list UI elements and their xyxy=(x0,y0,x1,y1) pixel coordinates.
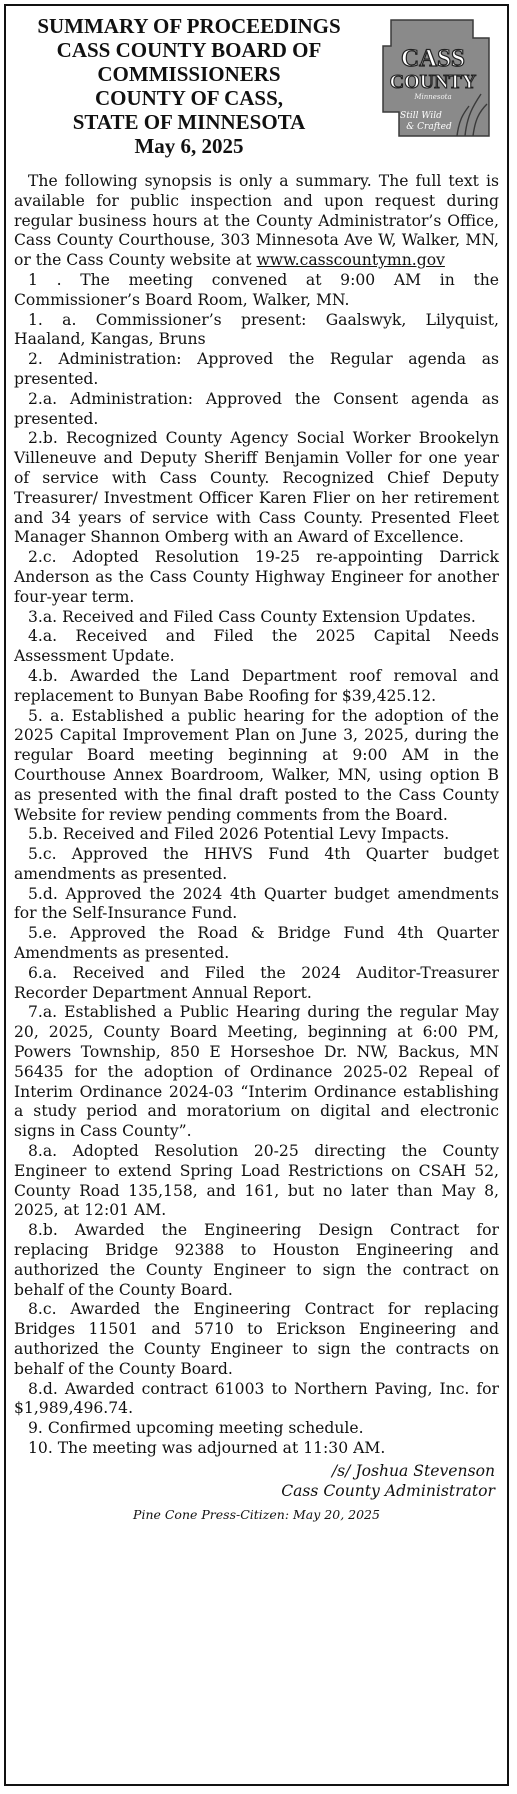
proceeding-item: 5.b. Received and Filed 2026 Potential Levy Impacts. xyxy=(28,825,450,844)
proceeding-item: 8.b. Awarded the Engineering Design Contract for replacing Bridge 92388 to Houston Engineering and authorized the County Engineer to sign the contract on behalf of the County Board. xyxy=(14,1221,499,1299)
signature-title: Cass County Administrator xyxy=(281,1481,495,1500)
proceeding-item: 7.a. Established a Public Hearing during the regular May 20, 2025, County Board Meeting, beginning at 6:00 PM, Powers Township, 850 E Horseshoe Dr. NW, Backus, MN 56435 for the adoption of Ordinance 2025-02 Repeal of Interim Ordinance 2024-03 “Interim Ordinance establishing a study period and moratorium on digital and electronic signs in Cass County”. xyxy=(14,1003,499,1141)
notice-title xyxy=(14,14,364,158)
logo-word-county: COUNTY xyxy=(389,71,477,93)
proceeding-item: 6.a. Received and Filed the 2024 Auditor-Treasurer Recorder Department Annual Report. xyxy=(14,963,499,1002)
intro-paragraph xyxy=(14,172,499,271)
proceeding-item: 8.c. Awarded the Engineering Contract for replacing Bridges 11501 and 5710 to Erickson Engineering and authorized the County Engineer to sign the contracts on behalf of the County Board. xyxy=(14,1300,499,1378)
title-line: COMMISSIONERS xyxy=(97,62,281,86)
proceeding-item: 2.c. Adopted Resolution 19-25 re-appointing Darrick Anderson as the Cass County Highway Engineer for another four-year term. xyxy=(14,548,499,606)
notice-body xyxy=(14,172,499,1459)
logo-motto: Still Wild xyxy=(400,111,442,121)
proceeding-item: 8.a. Adopted Resolution 20-25 directing the County Engineer to extend Spring Load Restrictions on CSAH 52, County Road 135,158, and 161, but no later than May 8, 2025, at 12:01 AM. xyxy=(14,1142,499,1220)
proceeding-item: 8.d. Awarded contract 61003 to Northern Paving, Inc. for $1,989,496.74. xyxy=(14,1379,499,1418)
proceeding-item: 2.a. Administration: Approved the Consent agenda as presented. xyxy=(14,389,499,428)
proceeding-item: 4.b. Awarded the Land Department roof removal and replacement to Bunyan Babe Roofing for $39,425.12. xyxy=(14,666,499,705)
logo-motto-2: & Crafted xyxy=(406,122,452,132)
proceeding-item: 5.c. Approved the HHVS Fund 4th Quarter budget amendments as presented. xyxy=(14,845,499,883)
notice-header xyxy=(14,12,499,170)
logo-word-cass: CASS xyxy=(401,45,465,72)
signature-block xyxy=(14,1461,499,1501)
title-line: CASS COUNTY BOARD OF xyxy=(56,38,322,62)
cass-county-logo xyxy=(369,16,497,146)
title-line: COUNTY OF CASS, xyxy=(94,86,284,110)
title-line: STATE OF MINNESOTA xyxy=(72,110,306,134)
title-line: SUMMARY OF PROCEEDINGS xyxy=(37,14,341,38)
proceeding-item: 5. a. Established a public hearing for the adoption of the 2025 Capital Improvement Plan on June 3, 2025, during the regular Board meeting beginning at 9:00 AM in the Courthouse Annex Boardroom, Walker, MN, using option B as presented with the final draft posted to the Cass County Website for review pending comments from the Board. xyxy=(14,706,499,824)
intro-text: The following synopsis is only a summary. The full text is available for public inspection and upon request during regular business hours at the County Administrator’s Office, Cass County Courthouse, 303 Minnesota Ave W, Walker, MN, or the Cass County website at xyxy=(14,172,499,270)
proceeding-item: 4.a. Received and Filed the 2025 Capital Needs Assessment Update. xyxy=(14,627,499,666)
logo-tagline: Minnesota xyxy=(414,93,452,101)
proceeding-item: 9. Confirmed upcoming meeting schedule. xyxy=(28,1419,364,1438)
proceeding-item: 3.a. Received and Filed Cass County Extension Updates. xyxy=(28,607,476,626)
proceeding-item: 1. a. Commissioner’s present: Gaalswyk, Lilyquist, Haaland, Kangas, Bruns xyxy=(14,310,499,349)
signature-name: /s/ Joshua Stevenson xyxy=(331,1461,495,1480)
proceeding-item: 5.e. Approved the Road & Bridge Fund 4th Quarter Amendments as presented. xyxy=(14,924,499,963)
proceeding-item: 1 . The meeting convened at 9:00 AM in the Commissioner’s Board Room, Walker, MN. xyxy=(14,270,499,309)
proceeding-item: 10. The meeting was adjourned at 11:30 AM. xyxy=(28,1439,386,1457)
proceeding-item: 2. Administration: Approved the Regular agenda as presented. xyxy=(14,350,499,388)
legal-notice xyxy=(4,4,509,1786)
publication-credit: Pine Cone Press-Citizen: May 20, 2025 xyxy=(133,1506,380,1522)
meeting-date: May 6, 2025 xyxy=(134,134,244,158)
proceeding-item: 2.b. Recognized County Agency Social Worker Brookelyn Villeneuve and Deputy Sheriff Benjamin Voller for one year of service with Cass County. Recognized Chief Deputy Treasurer/ Investment Officer Karen Flier on her retirement and 34 years of service with Cass County. Presented Fleet Manager Shannon Omberg with an Award of Excellence. xyxy=(14,429,499,547)
proceeding-item: 5.d. Approved the 2024 4th Quarter budget amendments for the Self-Insurance Fund. xyxy=(14,884,499,923)
county-website-link[interactable]: www.casscountymn.gov xyxy=(256,251,445,270)
